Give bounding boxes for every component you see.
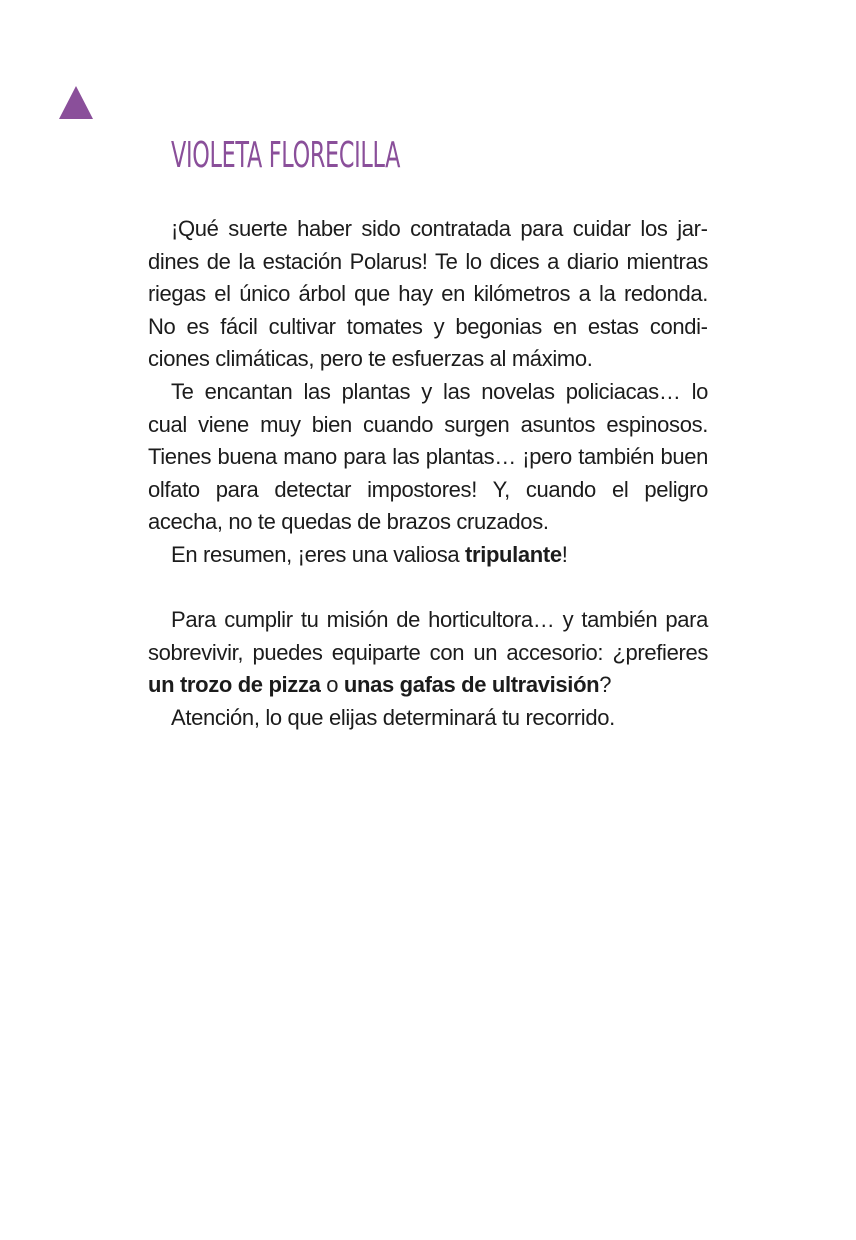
- role-highlight: tripulante: [465, 541, 562, 567]
- option-pizza: un trozo de pizza: [148, 672, 321, 698]
- summary-text: En resumen, ¡eres una valiosa: [171, 541, 465, 567]
- paragraph-choice: [148, 604, 708, 702]
- triangle-marker-icon: [59, 86, 93, 119]
- paragraph-intro: ¡Qué suerte haber sido contratada para cuidar los jardines de la estación Polarus! Te lo dices a diario mientras riegas el único árbol que hay en kilómetros a la redonda. No es fácil cultivar tomates y begonias en estas condiciones climáticas, pero te esfuerzas al máximo.: [148, 216, 708, 372]
- page-title: VIOLETA FLORECILLA: [171, 135, 401, 176]
- summary-end: !: [561, 541, 568, 567]
- paragraph-summary: [148, 539, 708, 572]
- choice-text: Para cumplir tu misión de horticultora… y también para sobrevivir, puedes equiparte con un accesorio: ¿prefieres: [148, 607, 708, 665]
- choice-or: o: [320, 672, 344, 698]
- option-goggles: unas gafas de ultravisión: [343, 672, 600, 698]
- body-text: [148, 213, 708, 735]
- paragraph-warning: Atención, lo que elijas determinará tu recorrido.: [171, 704, 615, 730]
- choice-end: ?: [599, 672, 612, 698]
- paragraph-skills: Te encantan las plantas y las novelas policiacas… lo cual viene muy bien cuando surgen asuntos espinosos. Tienes buena mano para las plantas… ¡pero también buen olfato para detectar impostores! Y, cuando el peligro acecha, no te quedas de brazos cruzados.: [148, 378, 708, 535]
